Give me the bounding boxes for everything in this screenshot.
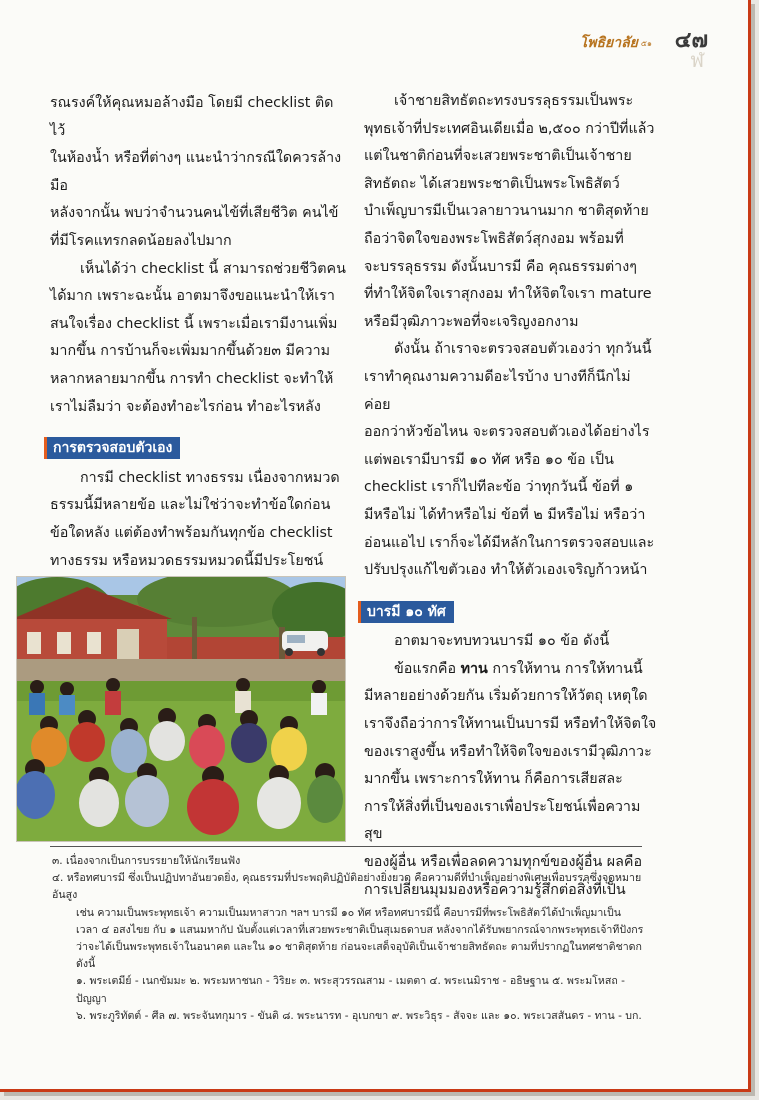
text-line: เราจึงถือว่าการให้ทานเป็นบารมี หรือทำให้จิตใจ: [364, 716, 657, 733]
text-line: ของเราสูงขึ้น หรือทำให้จิตใจของเรามีวุฒิภาวะ: [364, 743, 652, 760]
text-line: การให้สิ่งที่เป็นของเราเพื่อประโยชน์เพื่อความสุข: [364, 798, 641, 843]
text-line: ข้อแรกคือ: [394, 660, 461, 677]
footnote-line: เวลา ๔ อสงไขย กับ ๑ แสนมหากัป นับตั้งแต่เวลาที่เสวยพระชาติเป็นสุเมธดาบส หลังจากได้รับพยากรณ์จากพระพุทธเจ้าทีปังกร: [76, 923, 644, 936]
text-line: ดังนั้น ถ้าเราจะตรวจสอบตัวเองว่า ทุกวันนี้: [394, 341, 652, 358]
text-line: ถือว่าจิตใจของพระโพธิสัตว์สุกงอม พร้อมที่: [364, 230, 624, 247]
text-line: มากขึ้น การบ้านก็จะเพิ่มมากขึ้นด้วย๓ มีความ: [50, 343, 331, 360]
text-line: การให้ทาน การให้ทานนี้: [487, 660, 643, 677]
text-line: เห็นได้ว่า checklist นี้ สามารถช่วยชีวิตคน: [80, 260, 346, 277]
text-line: ข้อใดหลัง แต่ต้องทำพร้อมกันทุกข้อ checklist: [50, 524, 333, 541]
text-line: มีหรือไม่ ได้ทำหรือไม่ ข้อที่ ๒ มีหรือไม่ หรือว่า: [364, 506, 646, 523]
text-line: ของผู้อื่น หรือเพื่อลดความทุกข์ของผู้อื่น ผลคือ: [364, 854, 643, 871]
text-line: เราไม่ลืมว่า จะต้องทำอะไรก่อน ทำอะไรหลัง: [50, 398, 321, 415]
paragraph: [364, 628, 657, 656]
text-line: ในห้องน้ำ หรือที่ต่างๆ แนะนำว่ากรณีใดควรล้างมือ: [50, 150, 342, 194]
photo-group-meditation: [16, 576, 346, 842]
text-line: หลากหลายมากขึ้น การทำ checklist จะทำให้: [50, 370, 334, 387]
text-line: รณรงค์ให้คุณหมอล้างมือ โดยมี checklist ติดไว้: [50, 95, 334, 139]
text-line: มากขึ้น เพราะการให้ทาน ก็คือการเสียสละ: [364, 771, 623, 788]
text-line: ออกว่าหัวข้อไหน จะตรวจสอบตัวเองได้อย่างไร: [364, 424, 650, 441]
text-line: แต่พอเรามีบารมี ๑๐ ทัศ หรือ ๑๐ ข้อ เป็น: [364, 451, 614, 468]
section-heading-self-check: การตรวจสอบตัวเอง: [44, 437, 180, 459]
text-line: สิทธัตถะ ได้เสวยพระชาติเป็นพระโพธิสัตว์: [364, 175, 620, 192]
text-line: แต่ในชาติก่อนที่จะเสวยพระชาติเป็นเจ้าชาย: [364, 148, 632, 165]
text-line: สนใจเรื่อง checklist นี้ เพราะเมื่อเรามีงานเพิ่ม: [50, 315, 338, 332]
page-watermark: ฬ: [690, 48, 704, 72]
text-line: หรือมีวุฒิภาวะพอที่จะเจริญงอกงาม: [364, 313, 579, 330]
text-line: จะบรรลุธรรม ดังนั้นบารมี คือ คุณธรรมต่างๆ: [364, 258, 637, 275]
paragraph: [50, 90, 346, 256]
right-column: [364, 88, 657, 904]
text-line: อ่อนแอไป เราก็จะได้มีหลักในการตรวจสอบและ: [364, 534, 655, 551]
section-heading-wrap: [358, 599, 657, 627]
text-line: checklist เราก็ไปทีละข้อ ว่าทุกวันนี้ ข้อที่ ๑: [364, 479, 634, 496]
text-line: ที่ทำให้จิตใจเราสุกงอม ทำให้จิตใจเรา mature: [364, 286, 652, 303]
text-line: บำเพ็ญบารมีเป็นเวลายาวนานมาก ชาติสุดท้าย: [364, 203, 649, 220]
left-column: [50, 90, 346, 634]
footnote-line: เช่น ความเป็นพระพุทธเจ้า ความเป็นมหาสาวก ฯลฯ บารมี ๑๐ ทัศ หรือทศบารมีนี้ คือบารมีที่พระโพธิสัตว์ได้บำเพ็ญมาเป็น: [76, 906, 621, 919]
footnote-3: ๓. เนื่องจากเป็นการบรรยายให้นักเรียนฟัง: [52, 855, 241, 867]
text-line: เจ้าชายสิทธัตถะทรงบรรลุธรรมเป็นพระ: [394, 93, 634, 109]
footnote-line: ว่าจะได้เป็นพระพุทธเจ้าในอนาคต และใน ๑๐ ชาติสุดท้าย ก่อนจะเสด็จอุบัติเป็นเจ้าชายสิทธัตถะ ตามที่ปรากฏในทศชาติชาดก ดังนี้: [76, 941, 642, 971]
text-line: ธรรมนี้มีหลายข้อ และไม่ใช่ว่าจะทำข้อใดก่อน: [50, 497, 331, 514]
text-line: อาตมาจะทบทวนบารมี ๑๐ ข้อ ดังนี้: [394, 633, 610, 650]
text-line: การเปลี่ยนมุมมองหรือความรู้สึกต่อสิ่งที่เป็น: [364, 881, 626, 898]
footnote-divider: [50, 846, 642, 847]
bold-term: ทาน: [460, 660, 488, 677]
text-line: มีหลายอย่างด้วยกัน เริ่มด้วยการให้วัตถุ เหตุใด: [364, 688, 648, 705]
brand-logo: โพธิยาลัย: [579, 35, 638, 51]
page-number: ๔๗: [674, 27, 708, 53]
section-heading-ten-perfections: บารมี ๑๐ ทัศ: [358, 601, 454, 623]
text-line: การมี checklist ทางธรรม เนื่องจากหมวด: [80, 469, 340, 486]
paragraph: [50, 256, 346, 422]
text-line: ทางธรรม หรือหมวดธรรมหมวดนี้มีประโยชน์: [50, 552, 324, 569]
footnote-line: ๖. พระภูริทัตต์ - ศีล ๗. พระจันทกุมาร - ขันติ ๘. พระนารท - อุเบกขา ๙. พระวิธุร - สัจจะ และ ๑๐. พระเวสสันดร - ทาน - บก.: [76, 1009, 642, 1022]
section-heading-wrap: [44, 435, 346, 463]
paragraph: [364, 88, 657, 336]
text-line: พุทธเจ้าที่ประเทศอินเดียเมื่อ ๒,๕๐๐ กว่าปีที่แล้ว: [364, 120, 655, 137]
text-line: ได้มาก เพราะฉะนั้น อาตมาจึงขอแนะนำให้เรา: [50, 288, 335, 305]
footnotes: [52, 853, 652, 1025]
text-line: เราทำคุณงามความดีอะไรบ้าง บางทีก็นึกไม่ค่อย: [364, 368, 631, 413]
paragraph: [364, 336, 657, 584]
footnote-line: ๑. พระเตมีย์ - เนกขัมมะ ๒. พระมหาชนก - วิริยะ ๓. พระสุวรรณสาม - เมตตา ๔. พระเนมิราช - อธิษฐาน ๕. พระมโหสถ - ปัญญา: [76, 975, 625, 1005]
text-line: ที่มีโรคแทรกลดน้อยลงไปมาก: [50, 232, 232, 249]
page-header: [580, 30, 652, 56]
brand-issue: ๕๑: [640, 38, 652, 48]
text-line: หลังจากนั้น พบว่าจำนวนคนไข้ที่เสียชีวิต คนไข้: [50, 205, 339, 222]
text-line: ปรับปรุงแก้ไขตัวเอง ทำให้ตัวเองเจริญก้าวหน้า: [364, 562, 648, 579]
footnote-4: ๔. หรือทศบารมี ซึ่งเป็นปฏิปทาอันยวดยิ่ง, คุณธรรมที่ประพฤติปฏิบัติอย่างยิ่งยวด คือความดีที่บำเพ็ญอย่างพิเศษเพื่อบรรลุซึ่งจุดหมายอันสูง: [52, 872, 642, 902]
